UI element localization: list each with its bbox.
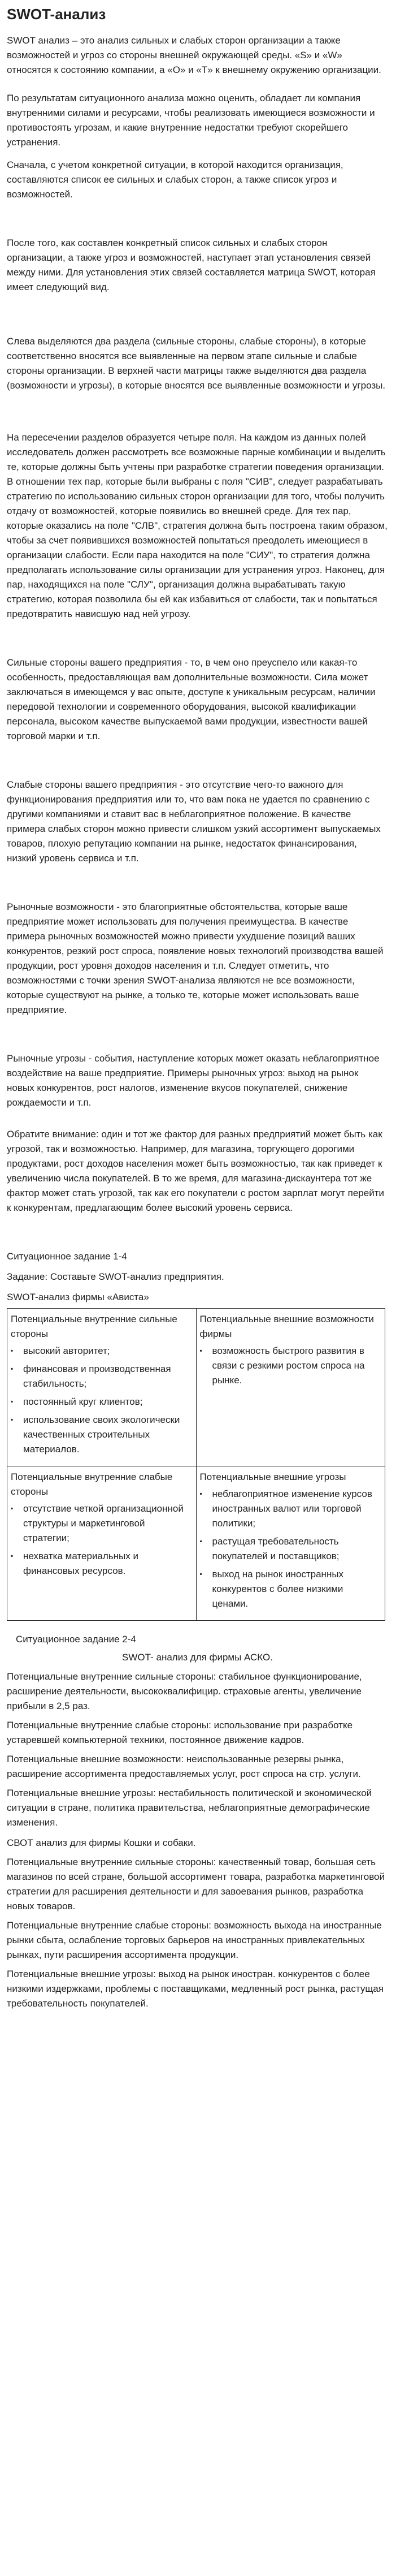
threats-title: Потенциальные внешние угрозы [199, 1472, 346, 1483]
paragraph: Потенциальные внешние возможности: неиспользованные резервы рынка, расширение ассортимента предоставляемых услуг, рост спроса на стр. услуги. [7, 1754, 361, 1780]
task2-subtitle: SWOT- анализ для фирмы АСКО. [122, 1652, 273, 1663]
task1-subtitle: SWOT-анализ фирмы «Ависта» [7, 1292, 149, 1303]
swot-matrix [7, 1308, 385, 1621]
bullet-icon: ▪ [199, 1570, 202, 1578]
strengths-cell [7, 1309, 197, 1466]
bullet-icon: ▪ [11, 1347, 14, 1355]
paragraph: Сильные стороны вашего предприятия - то, в чем оно преуспело или какая-то особенность, предоставляющая вам дополнительные возможности. Сила может заключаться в имеющемся у вас опыте, доступе к уникальным ресурсам, наличии передовой технологии и современного оборудования, высокой квалификации персонала, высоком качестве выпускаемой вами продукции, известности вашей торговой марки и т.п. [7, 657, 376, 742]
opportunities-title: Потенциальные внешние возможности фирмы [199, 1314, 374, 1340]
bullet-icon: ▪ [199, 1537, 202, 1546]
paragraph: Обратите внимание: один и тот же фактор для разных предприятий может быть как угрозой, так и возможностью. Например, для магазина, торгующего дорогими продуктами, рост доходов населения может быть возможностью, так как приведет к увеличению числа покупателей. В то же время, для магазина-дискаунтера тот же фактор может стать угрозой, так как его покупатели с ростом зарплат могут перейти к конкурентам, предлагающим более высокий уровень сервиса. [7, 1129, 384, 1214]
list-item: ▪ финансовая и производственная стабильность; [11, 1362, 193, 1391]
opportunities-cell [196, 1309, 385, 1466]
list-item: ▪ нехватка материальных и финансовых ресурсов. [11, 1549, 193, 1578]
bullet-icon: ▪ [11, 1397, 14, 1406]
paragraph: После того, как составлен конкретный список сильных и слабых сторон организации, а также угроз и возможностей, наступает этап установления связей между ними. Для установления этих связей составляется матрица SWOT, которая имеет следующий вид. [7, 238, 376, 293]
weaknesses-cell [7, 1466, 197, 1621]
paragraph: Рыночные угрозы - события, наступление которых может оказать неблагоприятное воздействие на ваше предприятие. Примеры рыночных угроз: выход на рынок новых конкурентов, рост налогов, изменение вкусов покупателей, снижение рождаемости и т.п. [7, 1053, 380, 1108]
paragraph: Слабые стороны вашего предприятия - это отсутствие чего-то важного для функционирования предприятия или то, что вам пока не удается по сравнению с другими компаниями и ставит вас в неблагоприятное положение. В качестве примера слабых сторон можно привести слишком узкий ассортимент выпускаемых товаров, плохую репутацию компании на рынке, недостаток финансирования, низкий уровень сервиса и т.п. [7, 779, 381, 864]
bullet-icon: ▪ [199, 1347, 202, 1355]
task3-subtitle: СВОТ анализ для фирмы Кошки и собаки. [7, 1837, 196, 1849]
paragraph: По результатам ситуационного анализа можно оценить, обладает ли компания внутренними силами и ресурсами, чтобы реализовать имеющиеся возможности и противостоять угрозам, и какие внутренние недостатки требуют скорейшего устранения. [7, 93, 375, 148]
bullet-icon: ▪ [199, 1490, 202, 1498]
list-item: ▪ отсутствие четкой организационной структуры и маркетинговой стратегии; [11, 1501, 193, 1546]
task1-assignment: Задание: Составьте SWOT-анализ предприятия. [7, 1271, 224, 1283]
list-item: ▪ постоянный круг клиентов; [11, 1395, 193, 1409]
list-item: ▪ высокий авторитет; [11, 1344, 193, 1358]
list-item: ▪ возможность быстрого развития в связи с резкими ростом спроса на рынке. [200, 1344, 382, 1388]
list-item: ▪ выход на рынок иностранных конкурентов с более низкими ценами. [200, 1567, 382, 1611]
bullet-icon: ▪ [11, 1504, 14, 1513]
paragraph: На пересечении разделов образуется четыре поля. На каждом из данных полей исследователь должен рассмотреть все возможные парные комбинации и выделить те, которые должны быть учтены при разработке стратегии поведения организации. В отношении тех пар, которые были выбраны с поля "СИВ", следует разрабатывать стратегию по использованию сильных сторон организации для того, чтобы получить отдачу от возможностей, которые появились во внешней среде. Для тех пар, которые оказались на поле "СЛВ", стратегия должна быть построена таким образом, чтобы за счет появившихся возможностей попытаться преодолеть имеющиеся в организации слабости. Если пара находится на поле "СИУ", то стратегия должна предполагать использование силы организации для устранения угроз. Наконец, для пар, находящихся на поле "СЛУ", организация должна вырабатывать такую стратегию, которая позволила бы ей как избавиться от слабости, так и попытаться предотвратить нависшую над ней угрозу. [7, 432, 388, 620]
paragraph: Сначала, с учетом конкретной ситуации, в которой находится организация, составляются список ее сильных и слабых сторон, а также список угроз и возможностей. [7, 159, 343, 200]
bullet-icon: ▪ [11, 1416, 14, 1424]
strengths-title: Потенциальные внутренние сильные стороны [11, 1314, 177, 1340]
paragraph: Потенциальные внутренние сильные стороны: стабильное функционирование, расширение деятельности, высококвалифицир. страховые агенты, увеличение прибыли в 2,5 раз. [7, 1671, 362, 1712]
paragraph: Потенциальные внутренние слабые стороны: использование при разработке устаревшей компьютерной техники, постоянное движение кадров. [7, 1720, 353, 1746]
bullet-icon: ▪ [11, 1552, 14, 1560]
task2-heading: Ситуационное задание 2-4 [16, 1634, 136, 1645]
paragraph: Потенциальные внешние угрозы: выход на рынок иностран. конкурентов с более низкими издержками, проблемы с поставщиками, медленный рост рынка, растущая требовательность покупателей. [7, 1969, 384, 2009]
paragraph: Потенциальные внутренние слабые стороны: возможность выхода на иностранные рынки сбыта, ослабление торговых барьеров на иностранных привлекательных рынках, пути расширения ассортимента продукции. [7, 1920, 382, 1961]
paragraph: Потенциальные внешние угрозы: нестабильность политической и экономической ситуации в стране, политика правительства, неблагоприятные демографические изменения. [7, 1788, 372, 1828]
task1-heading: Ситуационное задание 1-4 [7, 1251, 127, 1262]
list-item: ▪ неблагоприятное изменение курсов иностранных валют или торговой политики; [200, 1487, 382, 1531]
bullet-icon: ▪ [11, 1365, 14, 1373]
weaknesses-title: Потенциальные внутренние слабые стороны [11, 1472, 173, 1498]
list-item: ▪ растущая требовательность покупателей и поставщиков; [200, 1534, 382, 1564]
paragraph: Потенциальные внутренние сильные стороны: качественный товар, большая сеть магазинов по всей стране, большой ассортимент товара, разработка маркетинговой стратегии для расширения деятельности и для завоевания рынков, разработка новых товаров. [7, 1857, 385, 1912]
paragraph: Слева выделяются два раздела (сильные стороны, слабые стороны), в которые соответственно вносятся все выявленные на первом этапе сильные и слабые стороны организации. В верхней части матрицы также выделяются два раздела (возможности и угрозы), в которые вносятся все выявленные возможности и угрозы. [7, 336, 386, 391]
page-title: SWOT-анализ [7, 6, 106, 23]
list-item: ▪ использование своих экологически качественных строительных материалов. [11, 1413, 193, 1457]
threats-cell [196, 1466, 385, 1621]
paragraph: Рыночные возможности - это благоприятные обстоятельства, которые ваше предприятие может использовать для получения преимущества. В качестве примера рыночных возможностей можно привести ухудшение позиций ваших конкурентов, резкий рост спроса, появление новых технологий производства вашей продукции, рост уровня доходов населения и т.п. Следует отметить, что возможностями с точки зрения SWOT-анализа являются не все возможности, которые существуют на рынке, а только те, которые может использовать ваше предприятие. [7, 901, 384, 1016]
paragraph: SWOT анализ – это анализ сильных и слабых сторон организации а также возможностей и угроз со стороны внешней окружающей среды. «S» и «W» относятся к состоянию компании, а «O» и «T» к внешнему окружению организации. [7, 35, 381, 76]
